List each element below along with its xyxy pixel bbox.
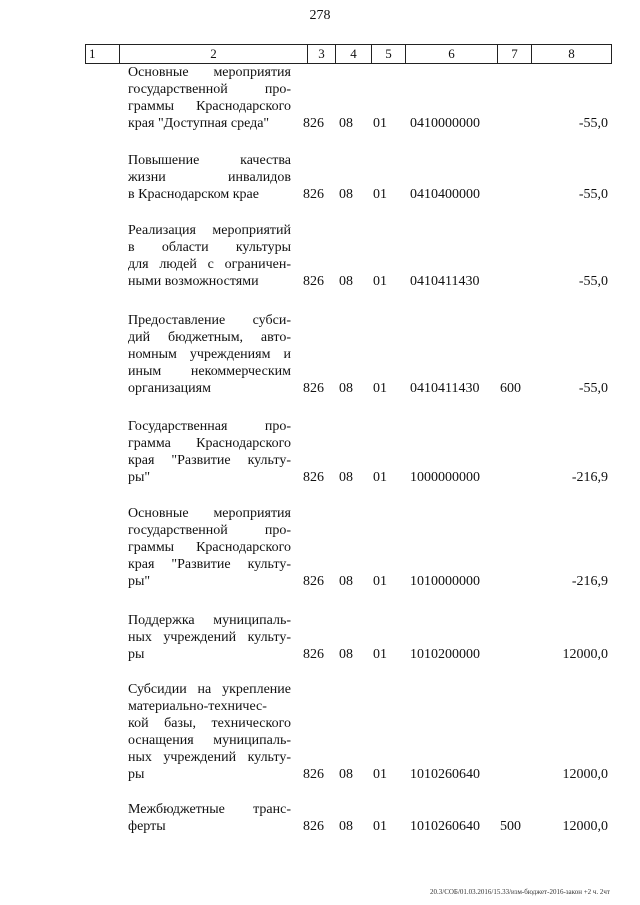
amount-value: -55,0 <box>578 116 608 131</box>
ministry-code: 826 <box>303 647 324 662</box>
table-row <box>0 418 640 486</box>
target-article-code: 0410400000 <box>410 187 480 202</box>
row-name-line: Субсидии на укрепление <box>128 682 291 697</box>
row-name <box>128 222 291 290</box>
ministry-code: 826 <box>303 819 324 834</box>
row-name <box>128 505 291 590</box>
row-name-line: края "Доступная среда" <box>128 116 270 131</box>
amount-value: 12000,0 <box>562 819 608 834</box>
row-name-line: дий бюджетным, авто- <box>128 330 291 345</box>
row-name-line: кой базы, технического <box>128 716 291 731</box>
header-col-8: 8 <box>531 45 612 63</box>
header-col-6: 6 <box>405 45 497 63</box>
amount-value: -55,0 <box>578 381 608 396</box>
header-col-5: 5 <box>371 45 405 63</box>
row-name-line: Предоставление субси- <box>128 313 291 328</box>
amount-value: -216,9 <box>571 470 608 485</box>
target-article-code: 0410411430 <box>410 274 480 289</box>
row-name-line: организациям <box>128 381 211 396</box>
row-name-line: граммы Краснодарского <box>128 540 291 555</box>
row-name <box>128 801 291 835</box>
row-name-line: края "Развитие культу- <box>128 453 291 468</box>
subsection-code: 01 <box>373 647 387 662</box>
table-header-row <box>85 44 612 64</box>
section-code: 08 <box>339 187 353 202</box>
table-row <box>0 612 640 663</box>
header-col-2: 2 <box>119 45 307 63</box>
subsection-code: 01 <box>373 116 387 131</box>
expense-type-code: 600 <box>500 381 521 396</box>
page-number: 278 <box>309 8 331 23</box>
amount-value: -55,0 <box>578 187 608 202</box>
subsection-code: 01 <box>373 819 387 834</box>
footer-document-code: 20.3/СОБ/01.03.2016/15.33/изм-бюджет-2016-закон +2 ч. 2чт <box>430 888 610 896</box>
row-name <box>128 612 291 663</box>
row-name-line: ры <box>128 767 145 782</box>
row-name-line: для людей с ограничен- <box>128 257 291 272</box>
row-name-line: государственной про- <box>128 82 291 97</box>
amount-value: -216,9 <box>571 574 608 589</box>
target-article-code: 0410000000 <box>410 116 480 131</box>
amount-value: 12000,0 <box>562 647 608 662</box>
row-name-line: ными возможностями <box>128 274 259 289</box>
ministry-code: 826 <box>303 274 324 289</box>
row-name <box>128 312 291 397</box>
row-name-line: края "Развитие культу- <box>128 557 291 572</box>
subsection-code: 01 <box>373 767 387 782</box>
target-article-code: 0410411430 <box>410 381 480 396</box>
table-row <box>0 681 640 783</box>
row-name-line: материально-техничес- <box>128 699 267 714</box>
row-name-line: ферты <box>128 819 166 834</box>
subsection-code: 01 <box>373 574 387 589</box>
row-name-line: ры" <box>128 470 151 485</box>
target-article-code: 1000000000 <box>410 470 480 485</box>
row-name-line: Межбюджетные транс- <box>128 802 291 817</box>
ministry-code: 826 <box>303 470 324 485</box>
ministry-code: 826 <box>303 381 324 396</box>
row-name <box>128 681 291 783</box>
row-name <box>128 152 291 203</box>
row-name-line: Повышение качества <box>128 153 291 168</box>
ministry-code: 826 <box>303 767 324 782</box>
row-name-line: ных учреждений культу- <box>128 750 291 765</box>
row-name-line: в области культуры <box>128 240 291 255</box>
section-code: 08 <box>339 274 353 289</box>
ministry-code: 826 <box>303 116 324 131</box>
target-article-code: 1010260640 <box>410 819 480 834</box>
table-row <box>0 64 640 132</box>
target-article-code: 1010260640 <box>410 767 480 782</box>
row-name-line: Государственная про- <box>128 419 291 434</box>
row-name-line: в Краснодарском крае <box>128 187 259 202</box>
header-col-1: 1 <box>85 45 119 63</box>
table-row <box>0 152 640 203</box>
table-row <box>0 801 640 835</box>
row-name-line: ных учреждений культу- <box>128 630 291 645</box>
table-row <box>0 222 640 290</box>
expense-type-code: 500 <box>500 819 521 834</box>
table-row <box>0 312 640 397</box>
section-code: 08 <box>339 574 353 589</box>
section-code: 08 <box>339 647 353 662</box>
row-name-line: ры <box>128 647 145 662</box>
subsection-code: 01 <box>373 381 387 396</box>
target-article-code: 1010200000 <box>410 647 480 662</box>
row-name-line: государственной про- <box>128 523 291 538</box>
row-name-line: номным учреждениям и <box>128 347 291 362</box>
amount-value: 12000,0 <box>562 767 608 782</box>
section-code: 08 <box>339 381 353 396</box>
row-name-line: Основные мероприятия <box>128 65 291 80</box>
row-name <box>128 418 291 486</box>
section-code: 08 <box>339 116 353 131</box>
row-name-line: иным некоммерческим <box>128 364 291 379</box>
row-name <box>128 64 291 132</box>
subsection-code: 01 <box>373 470 387 485</box>
row-name-line: Основные мероприятия <box>128 506 291 521</box>
row-name-line: Реализация мероприятий <box>128 223 291 238</box>
header-col-4: 4 <box>335 45 371 63</box>
subsection-code: 01 <box>373 187 387 202</box>
row-name-line: Поддержка муниципаль- <box>128 613 291 628</box>
section-code: 08 <box>339 819 353 834</box>
ministry-code: 826 <box>303 187 324 202</box>
table-row <box>0 505 640 590</box>
row-name-line: граммы Краснодарского <box>128 99 291 114</box>
ministry-code: 826 <box>303 574 324 589</box>
target-article-code: 1010000000 <box>410 574 480 589</box>
section-code: 08 <box>339 767 353 782</box>
section-code: 08 <box>339 470 353 485</box>
amount-value: -55,0 <box>578 274 608 289</box>
header-col-3: 3 <box>307 45 335 63</box>
row-name-line: жизни инвалидов <box>128 170 291 185</box>
row-name-line: грамма Краснодарского <box>128 436 291 451</box>
subsection-code: 01 <box>373 274 387 289</box>
header-col-7: 7 <box>497 45 531 63</box>
row-name-line: ры" <box>128 574 151 589</box>
row-name-line: оснащения муниципаль- <box>128 733 291 748</box>
